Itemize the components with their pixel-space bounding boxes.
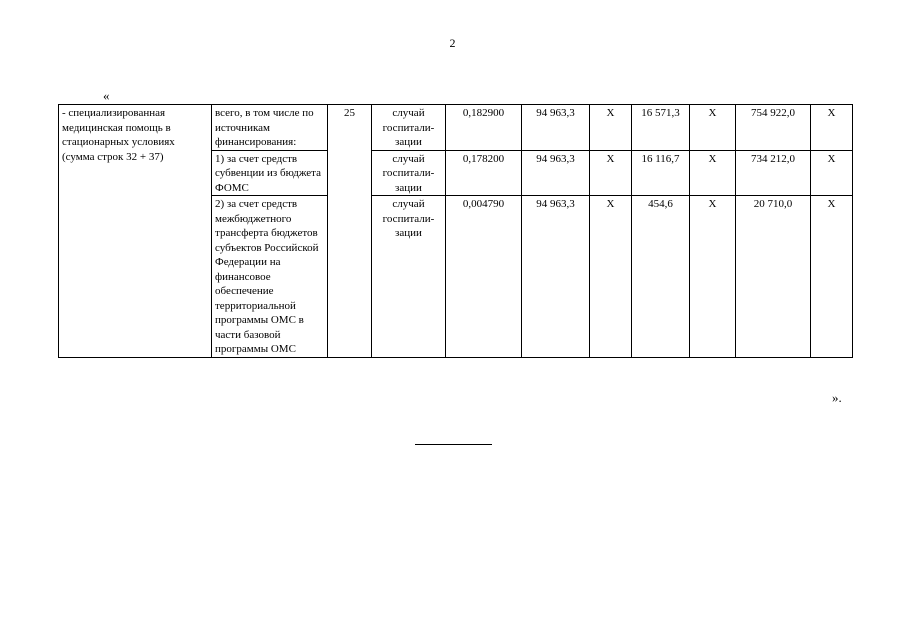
unit-cell: случай госпитали-зации (372, 105, 446, 151)
funding-source-cell: 2) за счет средств межбюджетного трансферта бюджетов субъектов Российской Федерации на финансовое обеспечение территориальной программы ОМС в части базовой программы ОМС (212, 196, 328, 358)
x-cell: Х (590, 105, 632, 151)
x-cell: Х (690, 196, 736, 358)
total-cell: 20 710,0 (736, 196, 811, 358)
x-cell: Х (590, 196, 632, 358)
per-capita-cell: 16 571,3 (632, 105, 690, 151)
x-cell: Х (690, 105, 736, 151)
care-type-cell: - специализированная медицинская помощь в стационарных условиях (сумма строк 32 + 37) (59, 105, 212, 358)
volume-cell: 0,178200 (446, 150, 522, 196)
volume-cell: 0,182900 (446, 105, 522, 151)
per-capita-cell: 454,6 (632, 196, 690, 358)
table-row (59, 105, 853, 151)
closing-quote-mark: ». (832, 390, 842, 405)
funding-source-cell: всего, в том числе по источникам финансирования: (212, 105, 328, 151)
total-cell: 734 212,0 (736, 150, 811, 196)
opening-quote-mark: « (103, 88, 110, 103)
x-cell: Х (811, 105, 853, 151)
medical-care-volume-table (58, 104, 853, 358)
per-capita-cell: 16 116,7 (632, 150, 690, 196)
footer-divider (415, 444, 492, 445)
unit-cell: случай госпитали-зации (372, 150, 446, 196)
page-number: 2 (449, 36, 456, 50)
x-cell: Х (811, 196, 853, 358)
x-cell: Х (811, 150, 853, 196)
total-cell: 754 922,0 (736, 105, 811, 151)
volume-cell: 0,004790 (446, 196, 522, 358)
line-number-cell: 25 (328, 105, 372, 358)
cost-cell: 94 963,3 (522, 196, 590, 358)
x-cell: Х (590, 150, 632, 196)
x-cell: Х (690, 150, 736, 196)
funding-source-cell: 1) за счет средств субвенции из бюджета ФОМС (212, 150, 328, 196)
cost-cell: 94 963,3 (522, 105, 590, 151)
cost-cell: 94 963,3 (522, 150, 590, 196)
unit-cell: случай госпитали-зации (372, 196, 446, 358)
